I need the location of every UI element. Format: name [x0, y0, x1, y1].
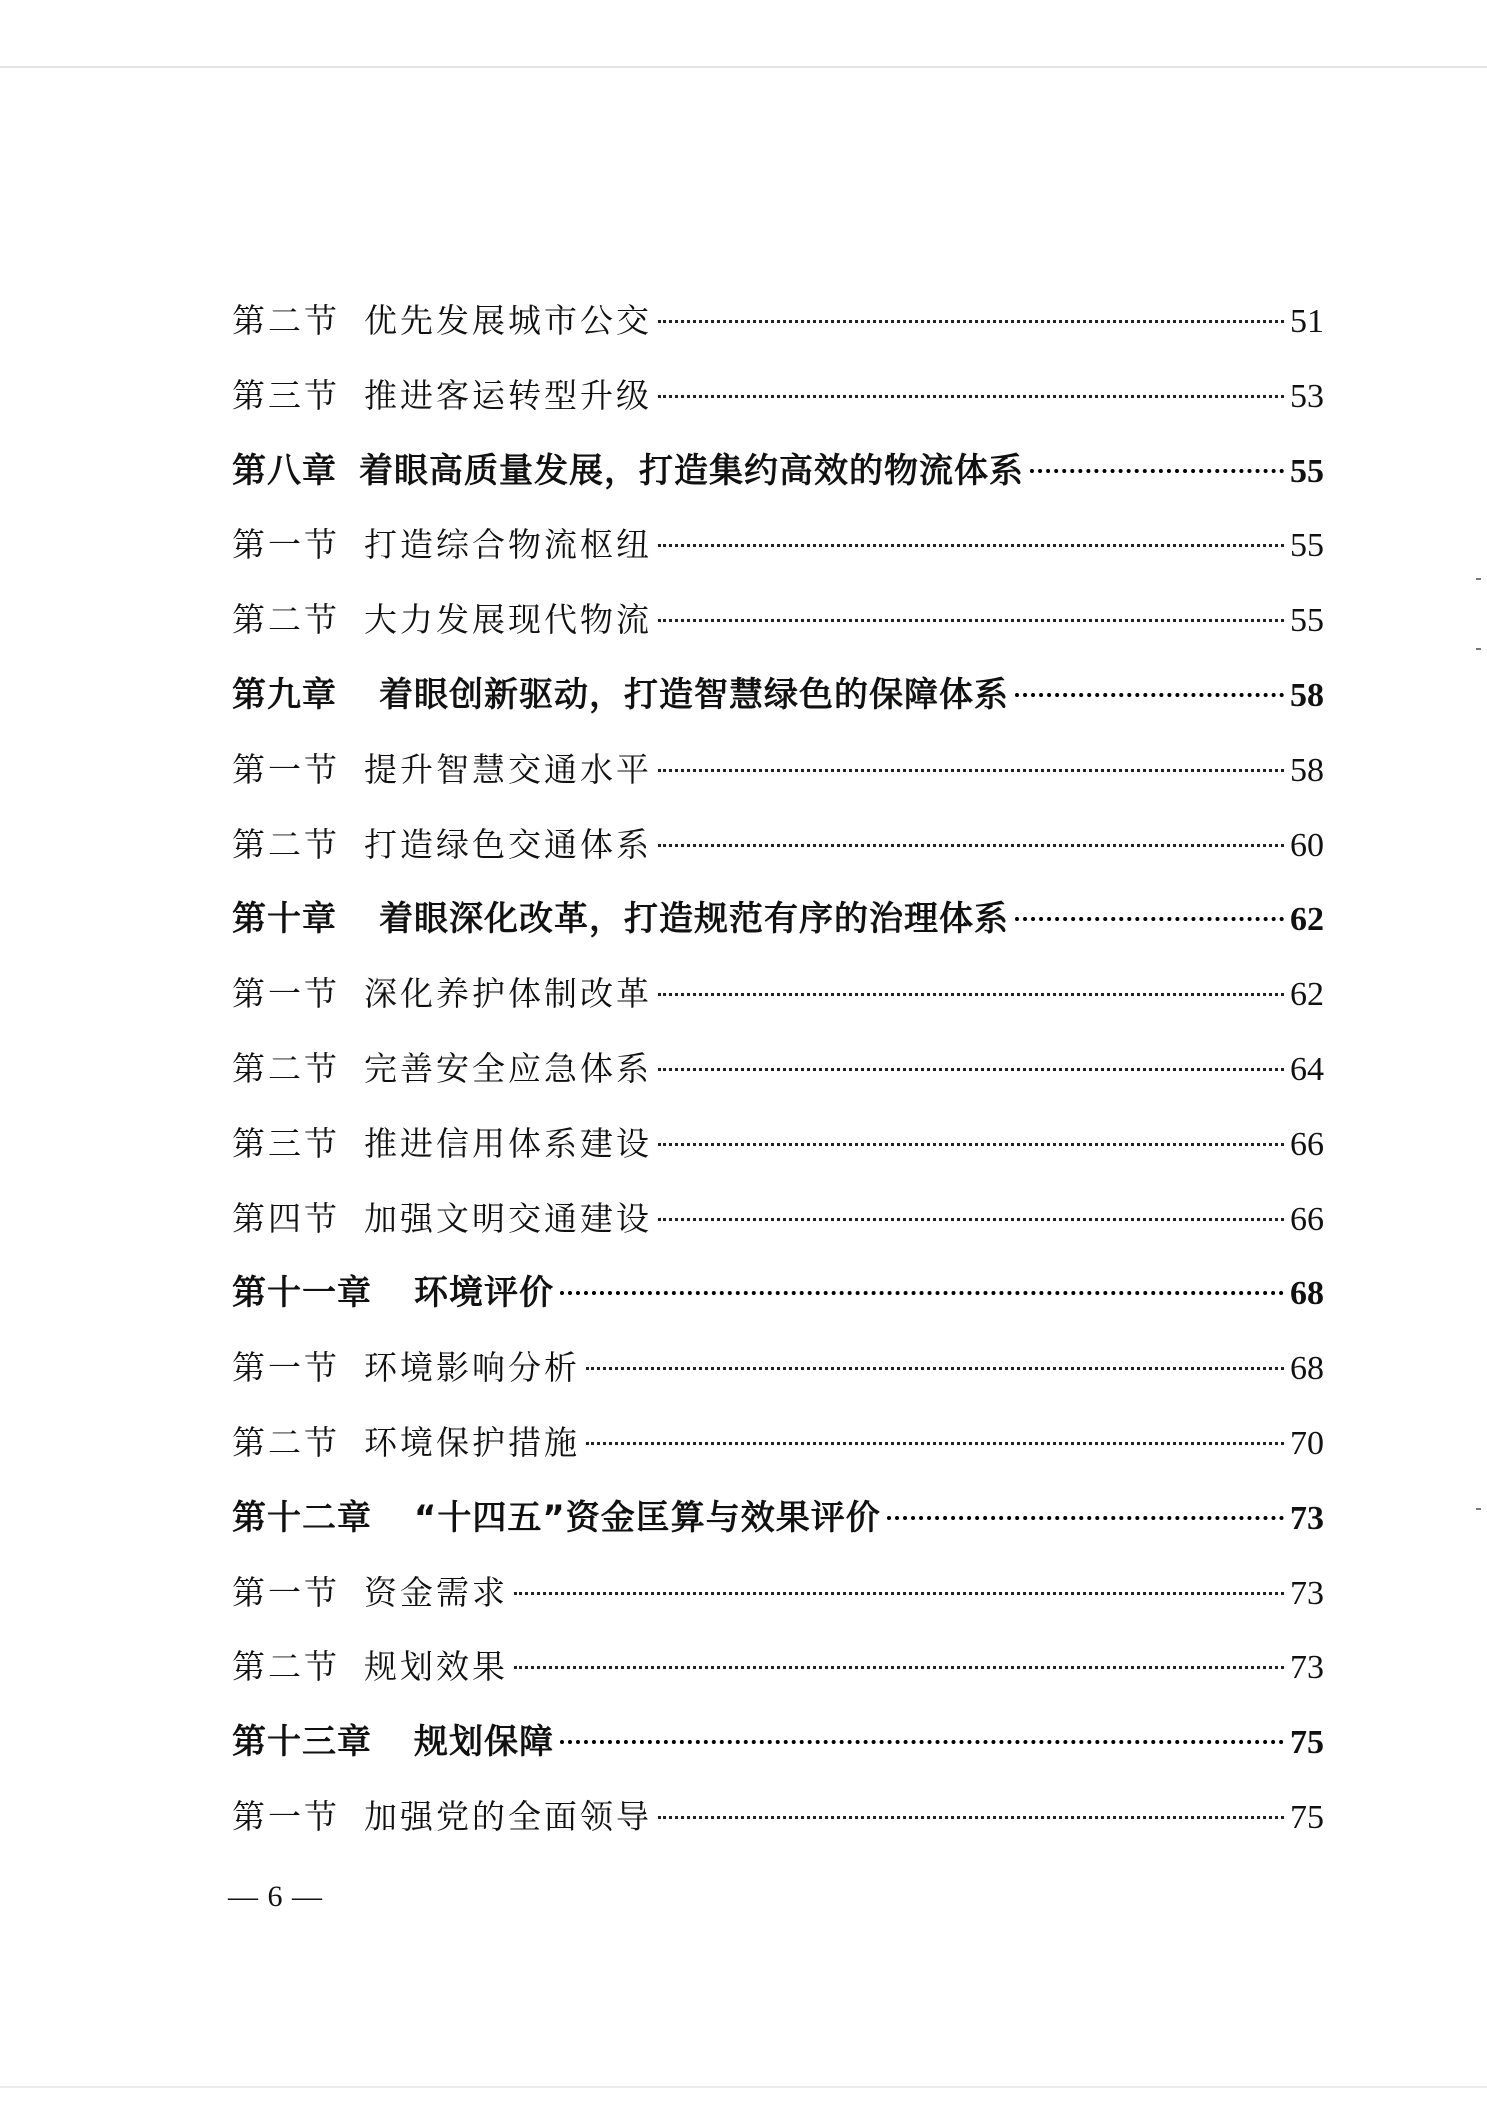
toc-entry-title: 打造绿色交通体系	[364, 824, 652, 864]
toc-entry-label: 第九章	[232, 674, 337, 715]
toc-entry-page-number: 73	[1290, 1574, 1324, 1612]
toc-dot-leader	[658, 993, 1284, 996]
toc-section-entry	[232, 1780, 1324, 1855]
toc-entry-title: 环境影响分析	[364, 1348, 580, 1388]
toc-dot-leader	[1015, 917, 1284, 921]
toc-section-entry	[232, 1630, 1324, 1705]
toc-entry-label: 第一节	[232, 1572, 340, 1612]
toc-entry-label: 第十三章	[232, 1722, 372, 1763]
toc-entry-title: 优先发展城市公交	[364, 301, 652, 340]
toc-entry-label: 第二节	[232, 824, 340, 864]
toc-entry-title: 提升智慧交通水平	[364, 749, 652, 789]
toc-section-entry	[232, 583, 1324, 658]
toc-entry-label: 第三节	[232, 1123, 340, 1163]
toc-entry-page-number: 66	[1290, 1200, 1324, 1238]
toc-dot-leader	[1015, 693, 1284, 697]
toc-dot-leader	[658, 619, 1284, 622]
toc-section-entry	[232, 284, 1324, 359]
toc-dot-leader	[658, 395, 1284, 398]
toc-section-entry	[232, 1331, 1324, 1406]
toc-dot-leader	[658, 544, 1284, 547]
toc-dot-leader	[887, 1516, 1284, 1520]
toc-dot-leader	[514, 1592, 1284, 1595]
margin-mark	[1476, 648, 1481, 650]
toc-entry-label: 第一节	[232, 1796, 340, 1836]
toc-dot-leader	[658, 1816, 1284, 1819]
toc-entry-title: 规划保障	[414, 1722, 554, 1763]
toc-entry-page-number: 58	[1290, 751, 1324, 789]
toc-chapter-entry	[232, 882, 1324, 957]
toc-section-entry	[232, 1032, 1324, 1107]
toc-entry-title: 加强党的全面领导	[364, 1796, 652, 1836]
toc-entry-page-number: 66	[1290, 1125, 1324, 1163]
toc-section-entry	[232, 957, 1324, 1032]
toc-section-entry	[232, 359, 1324, 434]
toc-dot-leader	[658, 844, 1284, 847]
toc-entry-page-number: 53	[1290, 377, 1324, 415]
toc-entry-title: 打造综合物流枢纽	[364, 525, 652, 565]
toc-dot-leader	[560, 1740, 1284, 1744]
toc-entry-title: 着眼深化改革，打造规范有序的治理体系	[379, 899, 1009, 940]
toc-entry-label: 第二节	[232, 600, 340, 640]
toc-entry-title: 环境保护措施	[364, 1422, 580, 1462]
toc-entry-label: 第二节	[232, 1422, 340, 1462]
toc-entry-page-number: 68	[1290, 1275, 1324, 1313]
toc-dot-leader	[658, 1068, 1284, 1071]
toc-entry-page-number: 62	[1290, 901, 1324, 939]
page-number: — 6 —	[228, 1880, 323, 1913]
toc-entry-page-number: 55	[1290, 527, 1324, 565]
toc-dot-leader	[586, 1442, 1284, 1445]
toc-entry-page-number: 73	[1290, 1499, 1324, 1537]
toc-dot-leader	[1030, 469, 1284, 473]
toc-entry-label: 第二节	[232, 1647, 340, 1687]
toc-entry-page-number: 58	[1290, 676, 1324, 714]
toc-entry-label: 第八章	[232, 450, 337, 491]
toc-entry-page-number: 75	[1290, 1798, 1324, 1836]
scan-edge-bottom	[0, 2086, 1487, 2088]
toc-dot-leader	[658, 1218, 1284, 1221]
toc-entry-label: 第十章	[232, 899, 337, 940]
toc-entry-title: 完善安全应急体系	[364, 1048, 652, 1088]
toc-entry-page-number: 73	[1290, 1649, 1324, 1687]
toc-entry-title: 着眼创新驱动，打造智慧绿色的保障体系	[379, 674, 1009, 715]
toc-chapter-entry	[232, 434, 1324, 509]
scan-edge-top	[0, 66, 1487, 68]
toc-section-entry	[232, 733, 1324, 808]
toc-entry-page-number: 55	[1290, 602, 1324, 640]
toc-section-entry	[232, 808, 1324, 883]
toc-entry-page-number: 64	[1290, 1050, 1324, 1088]
toc-entry-title: 着眼高质量发展，打造集约高效的物流体系	[359, 450, 1024, 491]
toc-entry-label: 第三节	[232, 375, 340, 415]
toc-entry-label: 第十一章	[232, 1273, 372, 1314]
toc-dot-leader	[560, 1291, 1284, 1295]
toc-dot-leader	[658, 1143, 1284, 1146]
toc-entry-label: 第二节	[232, 1048, 340, 1088]
toc-section-entry	[232, 1107, 1324, 1182]
toc-entry-page-number: 51	[1290, 303, 1324, 340]
toc-chapter-entry	[232, 658, 1324, 733]
toc-entry-page-number: 55	[1290, 452, 1324, 490]
toc-entry-label: 第一节	[232, 525, 340, 565]
toc-entry-label: 第一节	[232, 749, 340, 789]
toc-entry-page-number: 60	[1290, 826, 1324, 864]
toc-entry-label: 第十二章	[232, 1497, 372, 1538]
toc-entry-label: 第一节	[232, 974, 340, 1014]
toc-entry-title: 深化养护体制改革	[364, 974, 652, 1014]
toc-section-entry	[232, 1182, 1324, 1257]
toc-entry-title: 加强文明交通建设	[364, 1198, 652, 1238]
toc-dot-leader	[658, 320, 1284, 323]
toc-entry-title: 大力发展现代物流	[364, 600, 652, 640]
toc-dot-leader	[514, 1666, 1284, 1669]
toc-section-entry	[232, 508, 1324, 583]
margin-mark	[1476, 1508, 1481, 1510]
toc-entry-label: 第一节	[232, 1348, 340, 1388]
toc-entry-label: 第四节	[232, 1198, 340, 1238]
toc-entry-title: 环境评价	[414, 1273, 554, 1314]
toc-entry-title: “十四五”资金匡算与效果评价	[414, 1497, 881, 1538]
toc-dot-leader	[586, 1367, 1284, 1370]
margin-mark	[1476, 578, 1481, 580]
toc-entry-label: 第二节	[232, 301, 340, 340]
table-of-contents	[232, 284, 1324, 1855]
toc-entry-title: 规划效果	[364, 1647, 508, 1687]
toc-entry-page-number: 75	[1290, 1724, 1324, 1762]
toc-section-entry	[232, 1556, 1324, 1631]
toc-entry-page-number: 68	[1290, 1350, 1324, 1388]
toc-dot-leader	[658, 769, 1284, 772]
toc-chapter-entry	[232, 1256, 1324, 1331]
toc-entry-page-number: 62	[1290, 976, 1324, 1014]
toc-entry-page-number: 70	[1290, 1424, 1324, 1462]
toc-entry-title: 推进客运转型升级	[364, 375, 652, 415]
toc-entry-title: 资金需求	[364, 1572, 508, 1612]
toc-chapter-entry	[232, 1705, 1324, 1780]
toc-entry-title: 推进信用体系建设	[364, 1123, 652, 1163]
toc-section-entry	[232, 1406, 1324, 1481]
toc-chapter-entry	[232, 1481, 1324, 1556]
